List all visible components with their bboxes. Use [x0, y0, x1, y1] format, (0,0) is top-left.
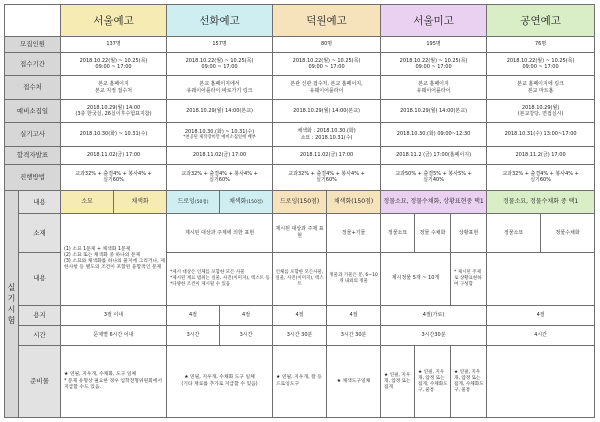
row-announce: [5, 146, 595, 164]
time-sunhwa-drawing: 3시간: [167, 326, 220, 346]
topic-sunhwa: 제시된 대상과 주제에 의한 표현: [167, 214, 273, 252]
school-header-sunhwa: 선화예고: [167, 5, 273, 37]
label-apply-period: 접수기간: [5, 53, 61, 76]
method-deokwon: 교과32% + 출결4% + 봉사4% + 실기60%: [273, 165, 381, 191]
apply-place-sunhwa: 본교 홈페이지에서 유웨이어플라이 바로가기 링크: [167, 76, 273, 99]
exam-section-text: 실 기 시 험: [7, 282, 16, 325]
apply-place-deokwon: 본관 신관 접수처, 본교 홈페이지, 유웨이어플라이: [273, 76, 381, 99]
exam-date-sunhwa: 2018.10.30.(화) ~ 10.31(수): [184, 128, 255, 135]
row-paper: [5, 305, 595, 325]
corner-cell: [5, 5, 61, 37]
label-content: 내용: [19, 190, 61, 213]
row-supplies: [5, 346, 595, 418]
label-recruit: 모집인원: [5, 37, 61, 53]
exam-date-note: *천공된 제작장비안 예비소집일에 배부: [183, 135, 256, 141]
content-head-seoul-drawing: 소묘: [61, 190, 114, 213]
time-deokwon-painting: 3시간 30분: [327, 326, 381, 346]
header-row: [5, 5, 595, 37]
content-head-sunhwa-drawing: [167, 190, 220, 213]
paper-deokwon-painting: 4절: [327, 305, 381, 325]
announce-deokwon: 2018.11.02(금) 17:00: [273, 146, 381, 164]
time-seoulmi: 3시간30분: [381, 326, 487, 346]
exam-date-seoul: 2018.10.30(화) ~ 10.31(수): [61, 123, 167, 146]
paper-sunhwa-drawing: 4절: [167, 305, 220, 325]
supplies-deokwon-painting: ★ 채색도구일체: [327, 346, 381, 418]
time-deokwon-drawing: 3시간 30분: [273, 326, 327, 346]
row-apply-period: [5, 53, 595, 76]
briefing-deokwon: 2018.10.29(월) 14:00(본교): [273, 99, 381, 122]
supplies-deokwon-drawing: ★ 연필, 지우개, 칼 등 드로잉도구: [273, 346, 327, 418]
topic-deokwon-painting: 정물+기물: [327, 214, 381, 252]
announce-gongyeon: 2018.11.2(금) 17:00: [487, 146, 595, 164]
content-head-gongyeon: 정물소묘, 정물수채화 중 택1: [487, 190, 595, 213]
recruit-seoul: 137명: [61, 37, 167, 53]
paper-sunhwa-painting: 4절: [220, 305, 273, 325]
briefing-sunhwa: 2018.10.29(월) 14:00(본교): [167, 99, 273, 122]
topic-seoulmi-situation: 상황표현: [451, 214, 487, 252]
briefing-seoulmi: 2018.10.29(월) 14:00(본교): [381, 99, 487, 122]
content2-seoulmi-still: 제시정물 5개 ~ 10개: [381, 252, 451, 305]
announce-seoulmi: 2018.11.2 (금) 17:00(홈페이지): [381, 146, 487, 164]
topic-seoulmi-drawing: 정물소묘: [381, 214, 415, 252]
content-head-sunhwa-painting: [220, 190, 273, 213]
time-seoul: 문제별 6시간 이내: [61, 326, 167, 346]
apply-place-seoul: 본교 홈페이지 본교 지정 접수처: [61, 76, 167, 99]
paper-gongyeon: 4절: [487, 305, 595, 325]
content-head-sunhwa-drawing-label: 드로잉: [177, 197, 195, 205]
method-seoulmi: 교과50% + 출결5% + 봉사5% + 실기40%: [381, 165, 487, 191]
label-content2: 내용: [19, 252, 61, 305]
school-header-seoulmi: 서울미고: [381, 5, 487, 37]
school-header-deokwon: 덕원예고: [273, 5, 381, 37]
topic-seoulmi-watercolor: 정물 수채화: [415, 214, 451, 252]
announce-sunhwa: 2018.11.02(금) 17:00: [167, 146, 273, 164]
topic-seoul: (1) 소묘 1문제 + 채색화 1문제 (2) 소묘 또는 채색화 중 하나의 문제 (3) 소묘와 채색화를 하나의 물지에 그리거나, 제한사항 등 별도의 조건이 포함된 융합적인 문제: [61, 214, 167, 306]
apply-period-seoulmi: 2018.10.22(월) ~ 10.25(목) 09:00 ~ 17:00: [381, 53, 487, 76]
paper-deokwon-drawing: 4절: [273, 305, 327, 325]
announce-seoul: 2018.11.02(금) 17:00: [61, 146, 167, 164]
supplies-sunhwa: ★ 연필, 지우개, 수채화 도구 일체 (기타 재료를 추가로 지급할 수 있음): [167, 346, 273, 418]
school-header-seoul: 서울예고: [61, 5, 167, 37]
apply-period-sunhwa: 2018.10.22(월) ~ 10.25(목) 09:00 ~ 17:00: [167, 53, 273, 76]
school-header-gongyeon: 공연예고: [487, 5, 595, 37]
row-recruit: [5, 37, 595, 53]
topic-gongyeon-drawing: 정물소묘: [487, 214, 541, 252]
row-apply-place: [5, 76, 595, 99]
content2-deokwon-drawing: 인체를 포함한 모든사물, 실물, 사진(이미지), 텍스트: [273, 252, 327, 305]
content2-sunhwa: *제시 대상은 인체를 포함한 모든 사물 *제시된 재료 범위는 실물, 사진(이미지), 텍스트 등 *다양한 조건이 제시될 수 있음: [167, 252, 273, 305]
label-time: 시간: [19, 326, 61, 346]
exam-date-gongyeon: 2018.10.31(수) 13:00~17:00: [487, 123, 595, 146]
row-time: [5, 326, 595, 346]
supplies-seoulmi-drawing: ★ 연필, 지우개, 압정 또는 집게: [381, 346, 415, 418]
supplies-seoulmi-situation: ★ 연필, 지우개, 압정 또는 집게, 수채화도구, 물통: [451, 346, 487, 418]
supplies-seoul: ★ 연필, 지우개, 수채화, 도구 일체 * 문제 유형상 필요한 경우 입학전형위원회에서 지급할 수도 있음.: [61, 346, 167, 418]
supplies-seoulmi-watercolor: ★ 연필, 지우개, 압정 또는 집게, 수채화도구, 물통: [415, 346, 451, 418]
apply-place-gongyeon: 본교 홈페이지에 링크 본교 마트홈: [487, 76, 595, 99]
label-briefing: 예비소집일: [5, 99, 61, 122]
recruit-gongyeon: 76명: [487, 37, 595, 53]
apply-period-deokwon: 2018.10.22(월) ~ 10.25(목) 09:00 ~ 17:00: [273, 53, 381, 76]
apply-place-seoulmi: 본교 홈페이지 유웨이어플라이: [381, 76, 487, 99]
content-head-deokwon-painting: 채색화(150점): [327, 190, 381, 213]
content-head-deokwon-drawing: 드로잉(150점): [273, 190, 327, 213]
paper-seoul: 3절 이내: [61, 305, 167, 325]
label-supplies: 준비물: [19, 346, 61, 418]
briefing-seoul: 2018.10.29(월) 14:00 (3층 한국실, 26실이후수험표지참): [61, 99, 167, 122]
content-head-sunhwa-drawing-score: (50점): [194, 199, 209, 205]
method-seoul: 교과32% + 출결4% + 봉사4% + 실기60%: [61, 165, 167, 191]
content-head-sunhwa-painting-label: 채색화: [229, 197, 247, 205]
label-topic: 소재: [19, 214, 61, 252]
method-sunhwa: 교과32% + 출결4% + 봉사4% + 실기60%: [167, 165, 273, 191]
label-announce: 합격자발표: [5, 146, 61, 164]
row-content-head: [5, 190, 595, 213]
content-head-seoul-painting: 채색화: [114, 190, 167, 213]
row-method: [5, 165, 595, 191]
label-method: 진행방법: [5, 165, 61, 191]
label-exam-section: [5, 190, 19, 417]
recruit-sunhwa: 157명: [167, 37, 273, 53]
recruit-deokwon: 80명: [273, 37, 381, 53]
admission-comparison-sheet: [4, 4, 594, 418]
row-topic: [5, 214, 595, 252]
exam-date-seoulmi: 2018.10.30.(화) 09:00~12:30: [381, 123, 487, 146]
exam-date-sunhwa-cell: [167, 123, 273, 146]
content2-deokwon-painting: 정물과 기물은 문, 6~10개 내외의 정물: [327, 252, 381, 305]
content-head-seoulmi: 정물소묘, 정물수채화, 상황표현중 택1: [381, 190, 487, 213]
content-head-sunhwa-painting-score: (150점): [246, 199, 263, 205]
topic-gongyeon-watercolor: 정물수채화: [541, 214, 595, 252]
content2-seoulmi-situation: * 제시된 주제로 상황표현하여 구성함: [451, 252, 487, 305]
topic-deokwon-drawing: 제시된 대상과 주제 표현: [273, 214, 327, 252]
row-exam-date: [5, 123, 595, 146]
content2-gongyeon: [487, 252, 595, 305]
exam-date-deokwon: 채색화 : 2018.10.30.(화) 소묘 : 2018.10.31(수): [273, 123, 381, 146]
recruit-seoulmi: 195명: [381, 37, 487, 53]
apply-period-gongyeon: 2018.10.22(월) ~ 10.25(목) 09:00 ~ 17:00: [487, 53, 595, 76]
supplies-gongyeon: [487, 346, 595, 418]
label-apply-place: 접수처: [5, 76, 61, 99]
label-exam-date: 실기고사: [5, 123, 61, 146]
time-sunhwa-painting: 3시간: [220, 326, 273, 346]
admission-table: [4, 4, 595, 418]
briefing-gongyeon: 2018.10.29(월) (본교강당, 면접실시): [487, 99, 595, 122]
row-briefing: [5, 99, 595, 122]
paper-seoulmi: 4절(가로): [381, 305, 487, 325]
method-gongyeon: 교과32% + 출결4% + 봉사4% + 실기60%: [487, 165, 595, 191]
time-gongyeon: 4시간: [487, 326, 595, 346]
label-paper: 용지: [19, 305, 61, 325]
apply-period-seoul: 2018.10.22(월) ~ 10.25(목) 09:00 ~ 17:00: [61, 53, 167, 76]
